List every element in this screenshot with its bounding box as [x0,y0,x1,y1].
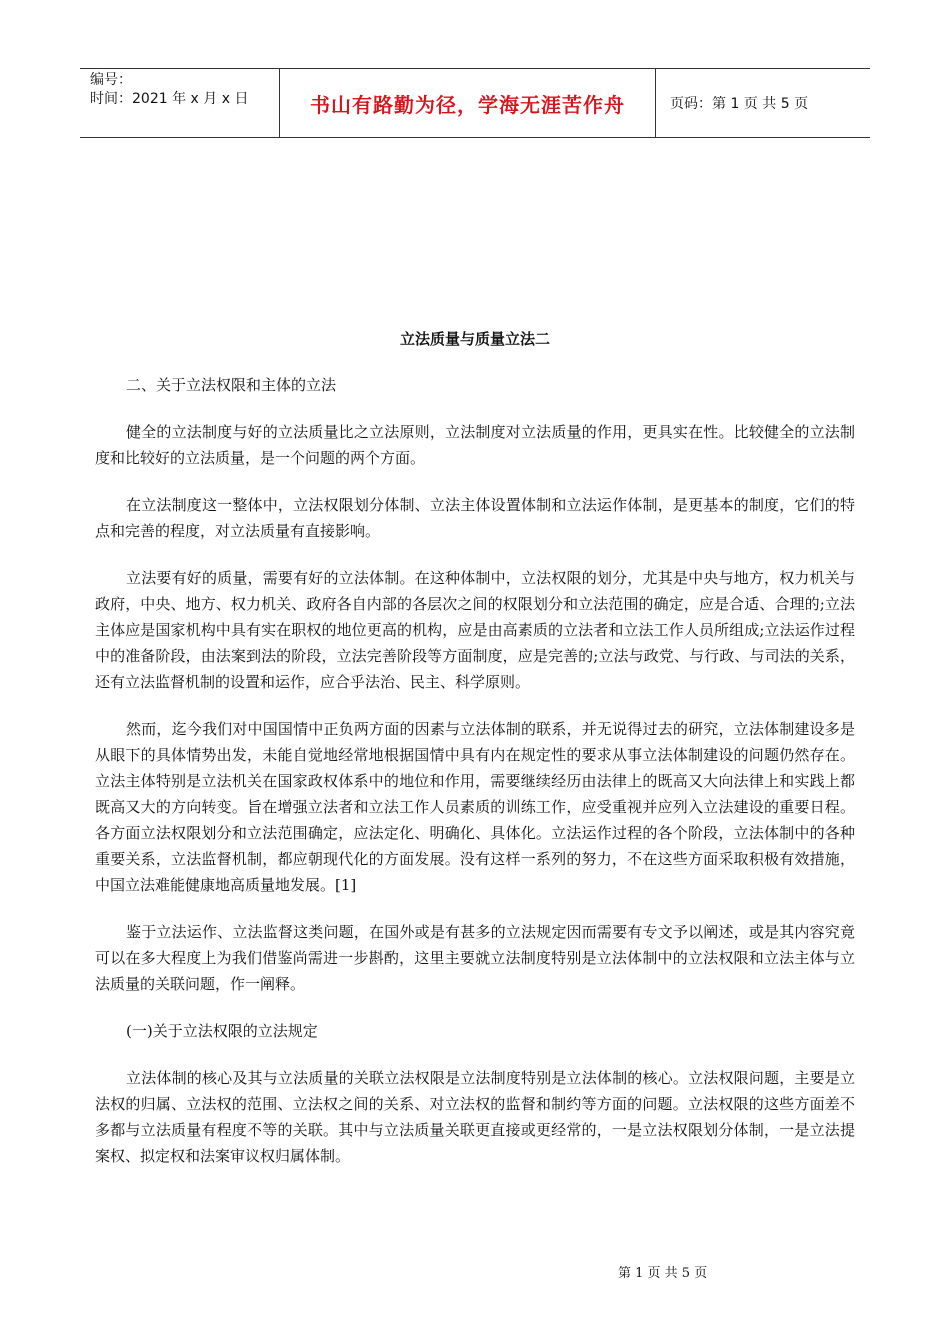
body-paragraph: 然而，迄今我们对中国国情中正负两方面的因素与立法体制的联系，并无说得过去的研究，立法体制建设多是从眼下的具体情势出发，未能自觉地经常地根据国情中具有内在规定性的要求从事立法体制建设的问题仍然存在。立法主体特别是立法机关在国家政权体系中的地位和作用，需要继续经历由法律上的既高又大向法律上和实践上都既高又大的方向转变。旨在增强立法者和立法工作人员素质的训练工作，应受重视并应列入立法建设的重要日程。各方面立法权限划分和立法范围确定，应法定化、明确化、具体化。立法运作过程的各个阶段，立法体制中的各种重要关系，立法监督机制，都应朝现代化的方面发展。没有这样一系列的努力，不在这些方面采取积极有效措施，中国立法难能健康地高质量地发展。[1] [95,720,855,894]
body-paragraph: 健全的立法制度与好的立法质量比之立法原则，立法制度对立法质量的作用，更具实在性。比较健全的立法制度和比较好的立法质量，是一个问题的两个方面。 [95,423,855,467]
document-body [95,372,855,1190]
subsection-heading: (一)关于立法权限的立法规定 [126,1022,318,1040]
header-page-label: 页码：第 1 页 共 5 页 [670,96,809,112]
body-paragraph: 鉴于立法运作、立法监督这类问题，在国外或是有甚多的立法规定因而需要有专文予以阐述，或是其内容究竟可以在多大程度上为我们借鉴尚需进一步斟酌，这里主要就立法制度特别是立法体制中的立法权限和立法主体与立法质量的关联问题，作一阐释。 [95,923,855,993]
page-footer: 第 1 页 共 5 页 [618,1266,708,1281]
document-title: 立法质量与质量立法二 [399,330,550,348]
body-paragraph: 立法体制的核心及其与立法质量的关联立法权限是立法制度特别是立法体制的核心。立法权限问题，主要是立法权的归属、立法权的范围、立法权之间的关系、对立法权的监督和制约等方面的问题。立法权限的这些方面差不多都与立法质量有程度不等的关联。其中与立法质量关联更直接或更经常的，一是立法权限划分体制，一是立法提案权、拟定权和法案审议权归属体制。 [95,1069,855,1165]
header-meta [80,69,280,137]
body-paragraph: 在立法制度这一整体中，立法权限划分体制、立法主体设置体制和立法运作体制，是更基本的制度，它们的特点和完善的程度，对立法质量有直接影响。 [95,496,855,540]
section-heading: 二、关于立法权限和主体的立法 [126,376,337,394]
document-number-label: 编号： [90,72,132,88]
header-motto: 书山有路勤为径，学海无涯苦作舟 [280,69,656,137]
document-date-label: 时间：2021 年 x 月 x 日 [90,91,249,107]
page-header [80,68,870,138]
body-paragraph: 立法要有好的质量，需要有好的立法体制。在这种体制中，立法权限的划分，尤其是中央与地方，权力机关与政府，中央、地方、权力机关、政府各自内部的各层次之间的权限划分和立法范围的确定，应是合适、合理的;立法主体应是国家机构中具有实在职权的地位更高的机构，应是由高素质的立法者和立法工作人员所组成;立法运作过程中的准备阶段，由法案到法的阶段，立法完善阶段等方面制度，应是完善的;立法与政党、与行政、与司法的关系，还有立法监督机制的设置和运作，应合乎法治、民主、科学原则。 [95,569,855,691]
